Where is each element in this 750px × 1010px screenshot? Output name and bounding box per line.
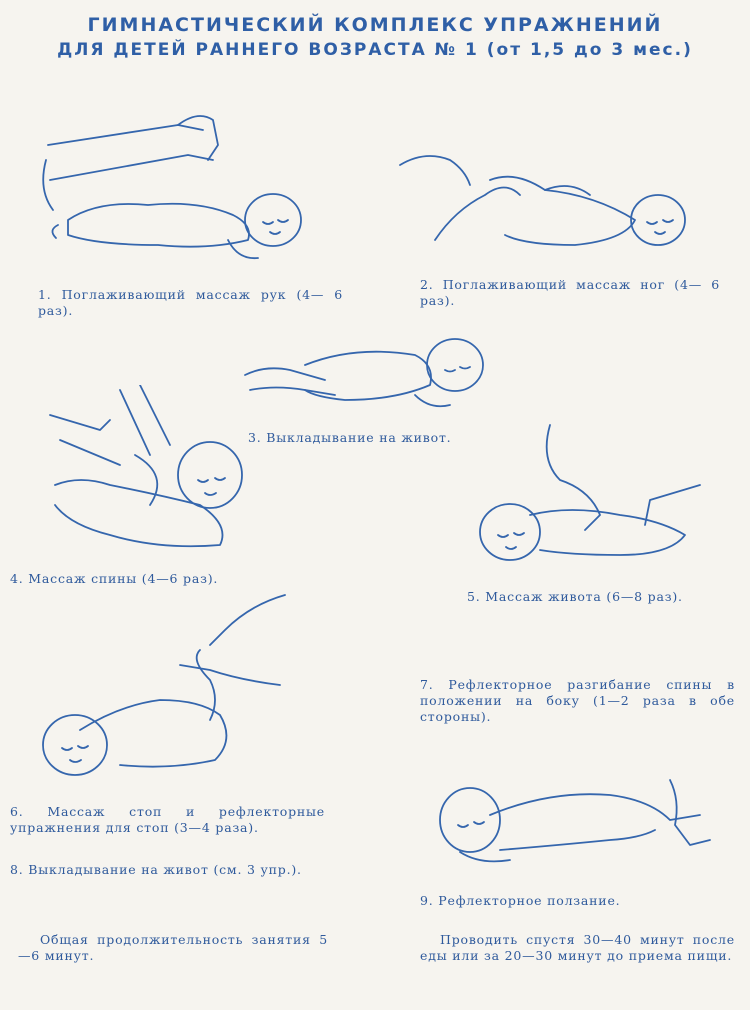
exercise-1-caption: 1. Поглаживающий массаж рук (4— 6 раз). (38, 287, 343, 318)
tummy-time-illustration (235, 325, 490, 420)
exercise-6-caption: 6. Массаж стоп и рефлекторные упражнения для стоп (3—4 раза). (10, 804, 325, 835)
exercise-2-caption: 2. Поглаживающий массаж ног (4— 6 раз). (420, 277, 720, 308)
arm-massage-illustration (38, 100, 308, 265)
page-subtitle: ДЛЯ ДЕТЕЙ РАННЕГО ВОЗРАСТА № 1 (от 1,5 до 3 мес.) (57, 40, 693, 60)
leg-massage-illustration (395, 140, 695, 255)
reflex-crawling-illustration (430, 770, 715, 870)
exercise-4-caption: 4. Массаж спины (4—6 раз). (10, 571, 219, 586)
page-title: ГИМНАСТИЧЕСКИЙ КОМПЛЕКС УПРАЖНЕНИЙ (87, 14, 663, 36)
timing-note: Проводить спустя 30—40 минут после еды или за 20—30 минут до приема пищи. (420, 932, 735, 963)
exercise-5-caption: 5. Массаж живота (6—8 раз). (467, 589, 683, 604)
duration-note: Общая продолжительность занятия 5—6 минут. (18, 932, 328, 963)
back-massage-illustration (40, 385, 255, 555)
exercise-9-caption: 9. Рефлекторное ползание. (420, 893, 621, 908)
exercise-8-caption: 8. Выкладывание на живот (см. 3 упр.). (10, 862, 302, 877)
exercise-3-caption: 3. Выкладывание на живот. (248, 430, 452, 445)
foot-massage-illustration (40, 590, 295, 790)
belly-massage-illustration (470, 420, 705, 570)
exercise-7-caption: 7. Рефлекторное разгибание спины в положении на боку (1—2 раза в обе стороны). (420, 677, 735, 724)
